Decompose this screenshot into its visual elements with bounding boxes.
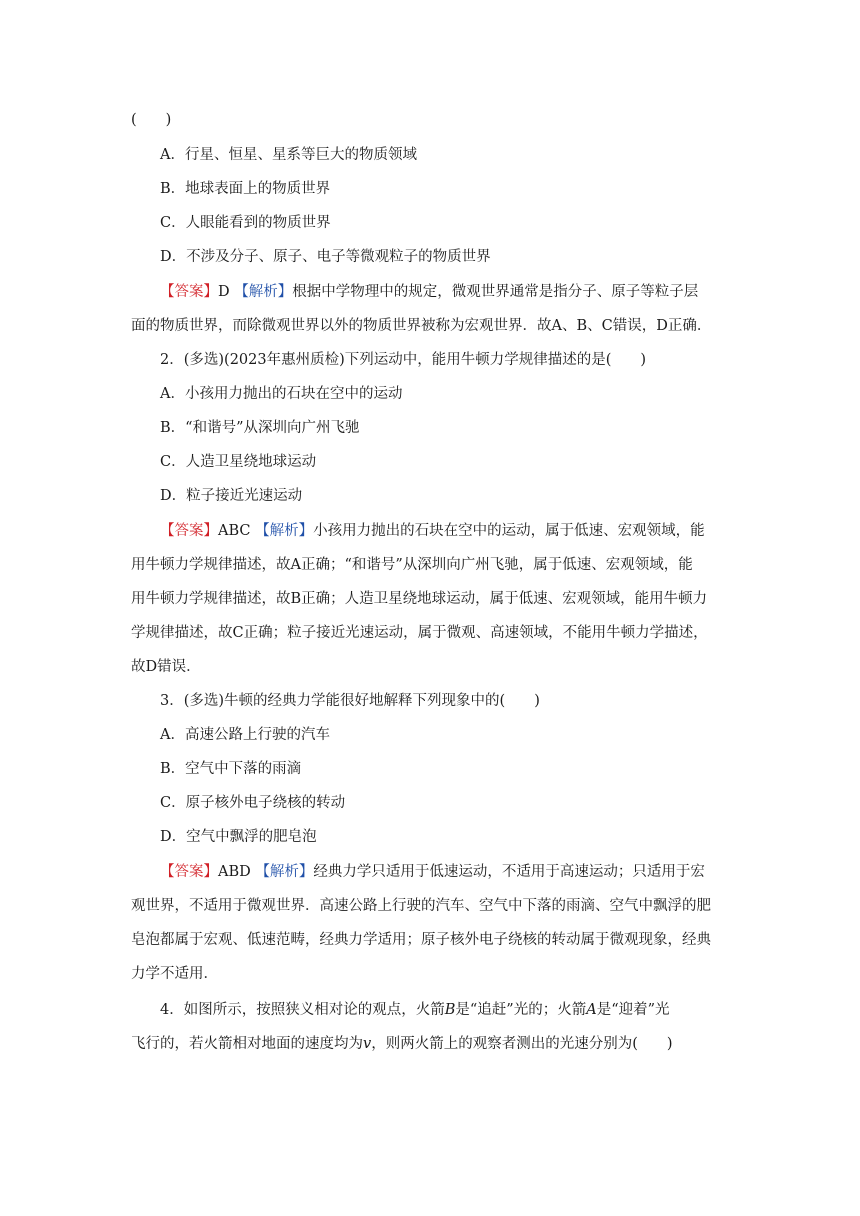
q2-option-c: C．人造卫星绕地球运动 bbox=[160, 454, 317, 470]
q1-analysis-1: 根据中学物理中的规定，微观世界通常是指分子、原子等粒子层 bbox=[292, 284, 699, 300]
analysis-tag: 【解析】 bbox=[255, 523, 314, 539]
answer-tag: 【答案】 bbox=[160, 523, 218, 539]
answer-tag: 【答案】 bbox=[160, 284, 218, 300]
q3-option-c: C．原子核外电子绕核的转动 bbox=[160, 795, 346, 811]
q3-stem: 3．(多选)牛顿的经典力学能很好地解释下列现象中的( ) bbox=[160, 693, 540, 709]
q4-stem-line1 bbox=[160, 1000, 760, 1020]
analysis-tag: 【解析】 bbox=[255, 864, 314, 880]
q4-stem-line2 bbox=[131, 1034, 731, 1054]
q2-answer-line bbox=[160, 521, 760, 541]
q3-analysis-1: 经典力学只适用于低速运动，不适用于高速运动；只适用于宏 bbox=[313, 864, 705, 880]
analysis-tag: 【解析】 bbox=[234, 284, 293, 300]
q4-text-2: 是“追赶”光的；火箭 bbox=[455, 1002, 587, 1018]
q1-analysis-2: 面的物质世界，而除微观世界以外的物质世界被称为宏观世界．故A、B、C错误，D正确． bbox=[131, 318, 712, 334]
q2-analysis-5: 故D错误． bbox=[131, 659, 201, 675]
answer-tag: 【答案】 bbox=[160, 864, 218, 880]
q3-answer: ABD bbox=[218, 864, 251, 880]
q4-text-1: 4．如图所示，按照狭义相对论的观点，火箭 bbox=[160, 1002, 445, 1018]
q1-blank: ( ) bbox=[131, 112, 172, 128]
q2-analysis-1: 小孩用力抛出的石块在空中的运动，属于低速、宏观领域，能 bbox=[313, 523, 705, 539]
q2-answer: ABC bbox=[218, 523, 251, 539]
q4-text-3: 是“迎着”光 bbox=[596, 1002, 670, 1018]
q3-answer-line bbox=[160, 862, 760, 882]
q3-option-d: D．空气中飘浮的肥皂泡 bbox=[160, 829, 317, 845]
q1-answer: D bbox=[218, 284, 230, 300]
q1-answer-line bbox=[160, 282, 760, 302]
q3-option-b: B．空气中下落的雨滴 bbox=[160, 761, 302, 777]
q4-var-b: B bbox=[444, 1002, 456, 1018]
q3-analysis-4: 力学不适用． bbox=[131, 966, 218, 982]
q4-text-5: ，则两火箭上的观察者测出的光速分别为( ) bbox=[371, 1036, 673, 1052]
q2-option-b: B．“和谐号”从深圳向广州飞驰 bbox=[160, 420, 360, 436]
q2-option-d: D．粒子接近光速运动 bbox=[160, 488, 303, 504]
q2-analysis-3: 用牛顿力学规律描述，故B正确；人造卫星绕地球运动，属于低速、宏观领域，能用牛顿力 bbox=[131, 591, 708, 607]
q3-analysis-2: 观世界，不适用于微观世界．高速公路上行驶的汽车、空气中下落的雨滴、空气中飘浮的肥 bbox=[131, 898, 711, 914]
q2-analysis-4: 学规律描述，故C正确；粒子接近光速运动，属于微观、高速领域，不能用牛顿力学描述， bbox=[131, 625, 708, 641]
q4-text-4: 飞行的，若火箭相对地面的速度均为 bbox=[131, 1036, 363, 1052]
q4-var-v: v bbox=[363, 1036, 372, 1052]
q1-option-b: B．地球表面上的物质世界 bbox=[160, 181, 331, 197]
q4-var-a: A bbox=[586, 1002, 597, 1018]
q2-analysis-2: 用牛顿力学规律描述，故A正确；“和谐号”从深圳向广州飞驰，属于低速、宏观领域，能 bbox=[131, 557, 693, 573]
q2-stem: 2．(多选)(2023年惠州质检)下列运动中，能用牛顿力学规律描述的是( ) bbox=[160, 352, 647, 368]
q1-option-c: C．人眼能看到的物质世界 bbox=[160, 215, 331, 231]
q3-option-a: A．高速公路上行驶的汽车 bbox=[160, 727, 330, 743]
q1-option-d: D．不涉及分子、原子、电子等微观粒子的物质世界 bbox=[160, 249, 491, 265]
q1-option-a: A．行星、恒星、星系等巨大的物质领域 bbox=[160, 147, 417, 163]
q3-analysis-3: 皂泡都属于宏观、低速范畴，经典力学适用；原子核外电子绕核的转动属于微观现象，经典 bbox=[131, 932, 711, 948]
q2-option-a: A．小孩用力抛出的石块在空中的运动 bbox=[160, 386, 403, 402]
